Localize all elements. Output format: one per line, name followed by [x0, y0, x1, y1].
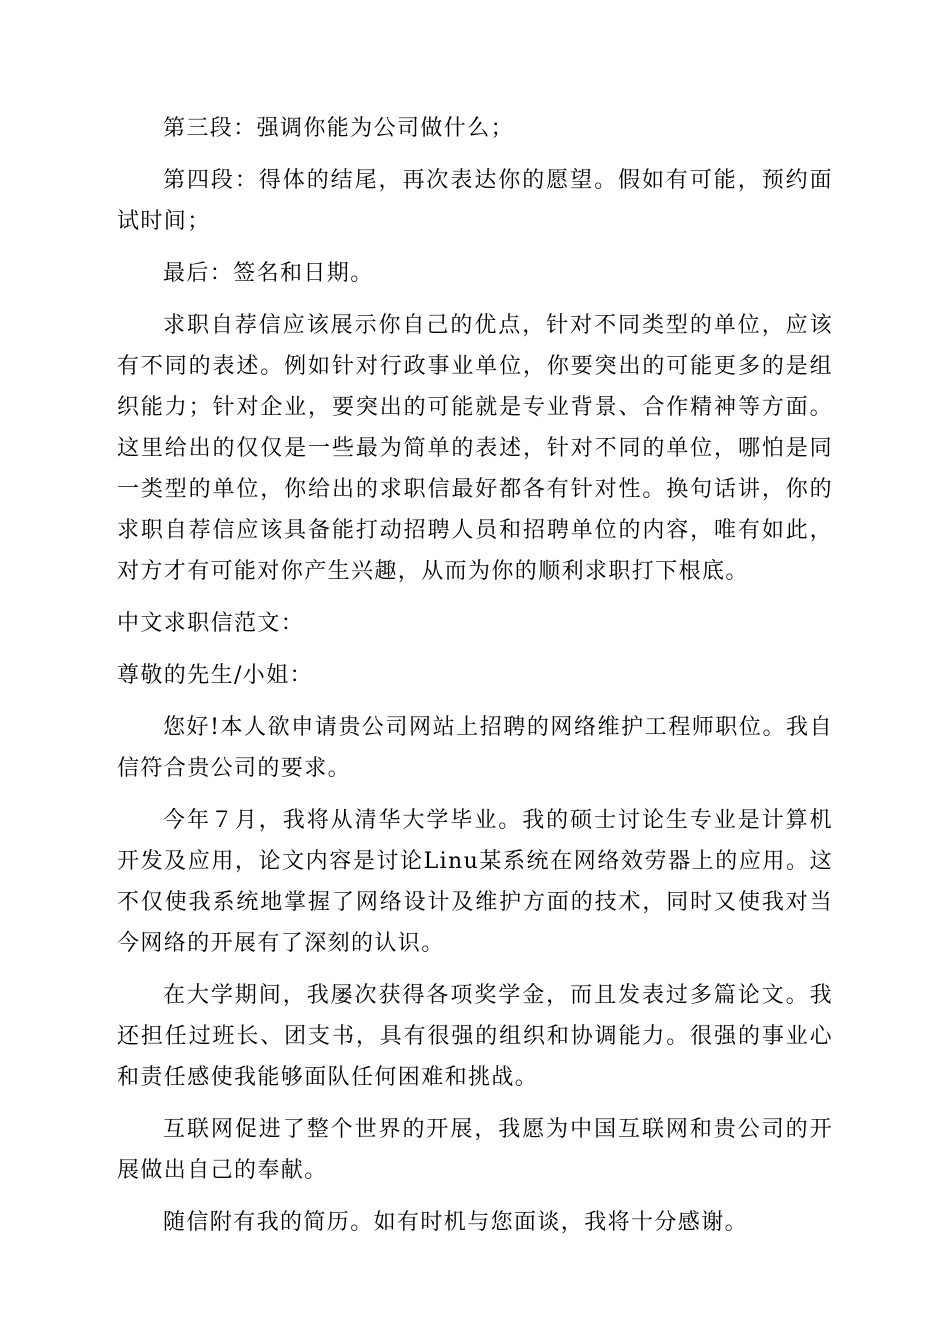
letter-education: 今年７月，我将从清华大学毕业。我的硕士讨论生专业是计算机开发及应用，论文内容是讨论Linu某系统在网络效劳器上的应用。这不仅使我系统地掌握了网络设计及维护方面的技术，同时又使我对当今网络的开展有了深刻的认识。: [117, 808, 833, 956]
letter-opening: 您好!本人欲申请贵公司网站上招聘的网络维护工程师职位。我自信符合贵公司的要求。: [117, 715, 833, 781]
letter-closing: 随信附有我的简历。如有时机与您面谈，我将十分感谢。: [163, 1210, 749, 1235]
paragraph-section-four: 第四段：得体的结尾，再次表达你的愿望。假如有可能，预约面试时间；: [117, 168, 833, 234]
paragraph-cover-letter-advice: 求职自荐信应该展示你自己的优点，针对不同类型的单位，应该有不同的表述。例如针对行政事业单位，你要突出的可能更多的是组织能力；针对企业，要突出的可能就是专业背景、合作精神等方面。这里给出的仅仅是一些最为简单的表述，针对不同的单位，哪怕是同一类型的单位，你给出的求职信最好都各有针对性。换句话讲，你的求职自荐信应该具备能打动招聘人员和招聘单位的内容，唯有如此，对方才有可能对你产生兴趣，从而为你的顺利求职打下根底。: [117, 313, 833, 584]
paragraph-signature-date: 最后：签名和日期。: [163, 261, 374, 286]
letter-achievements: 在大学期间，我屡次获得各项奖学金，而且发表过多篇论文。我还担任过班长、团支书，具有很强的组织和协调能力。很强的事业心和责任感使我能够面队任何困难和挑战。: [117, 983, 833, 1090]
letter-motivation: 互联网促进了整个世界的开展，我愿为中国互联网和贵公司的开展做出自己的奉献。: [117, 1117, 833, 1183]
letter-salutation: 尊敬的先生/小姐：: [117, 663, 314, 688]
sample-letter-heading: 中文求职信范文：: [117, 611, 305, 636]
paragraph-section-three: 第三段：强调你能为公司做什么；: [163, 116, 515, 141]
document-body: [117, 108, 833, 1254]
